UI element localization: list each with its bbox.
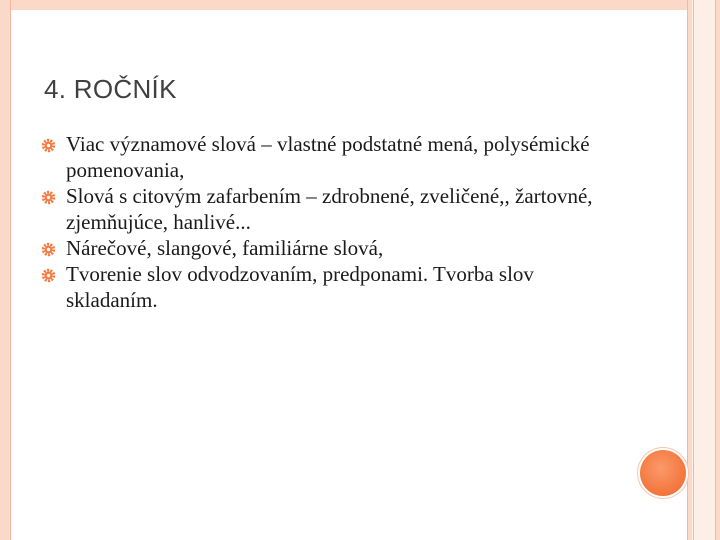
frame-line bbox=[715, 0, 716, 540]
frame-top-border bbox=[0, 0, 720, 10]
bullet-item bbox=[40, 261, 620, 313]
frame-line bbox=[693, 0, 694, 540]
bullet-item bbox=[40, 131, 620, 183]
decorative-circle bbox=[640, 450, 686, 496]
frame-right-inner-band bbox=[692, 0, 716, 540]
gear-icon bbox=[40, 267, 57, 284]
bullet-text: Tvorenie slov odvodzovaním, predponami. Tvorba slov skladaním. bbox=[66, 262, 534, 312]
gear-icon bbox=[40, 241, 57, 258]
bullet-text: Viac významové slová – vlastné podstatné mená, polysémické pomenovania, bbox=[66, 132, 590, 182]
bullet-text: Slová s citovým zafarbením – zdrobnené, zveličené,, žartovné, zjemňujúce, hanlivé... bbox=[66, 184, 593, 234]
frame-line bbox=[10, 0, 11, 540]
bullet-item bbox=[40, 183, 620, 235]
slide-title: 4. ROČNÍK bbox=[44, 74, 177, 104]
gear-icon bbox=[40, 189, 57, 206]
gear-icon bbox=[40, 137, 57, 154]
frame-left-border bbox=[0, 0, 10, 540]
bullet-text: Nárečové, slangové, familiárne slová, bbox=[66, 236, 384, 260]
bullet-list bbox=[40, 131, 620, 313]
bullet-item bbox=[40, 235, 620, 261]
frame-line bbox=[687, 0, 688, 540]
